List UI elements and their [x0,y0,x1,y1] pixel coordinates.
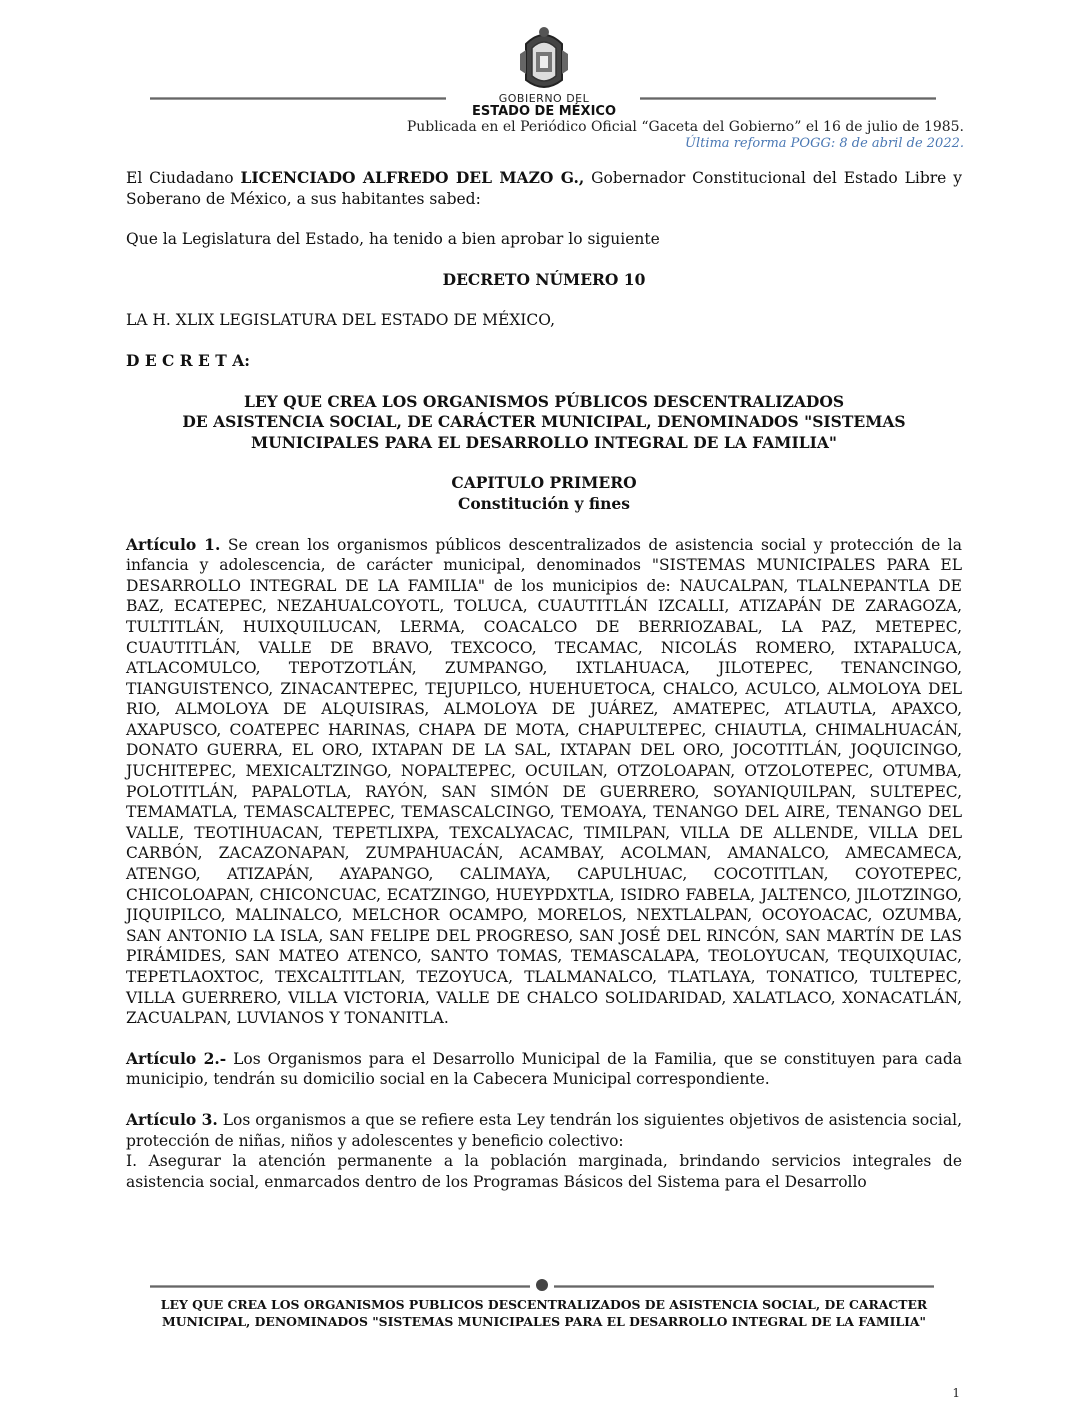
chapter-subtitle: Constitución y fines [457,493,630,513]
page-footer [126,1296,962,1330]
header-rule-left [150,97,446,100]
intro-text-cont: Gobernador Constitucional del Estado Libre y Soberano de México, a sus habitantes sabed: [126,169,963,208]
article-2 [126,1049,962,1090]
article-label: Artículo 3. [126,1109,218,1129]
governor-name: LICENCIADO ALFREDO DEL MAZO G., [240,168,585,187]
page-header [0,0,1088,160]
law-title-line: LEY QUE CREA LOS ORGANISMOS PÚBLICOS DESCENTRALIZADOS [243,391,845,411]
decreta-heading: D E C R E T A: [126,350,250,370]
footer-rule-right [554,1285,934,1288]
article-3-item-1: I. Asegurar la atención permanente a la población marginada, brindando servicios integrales de asistencia social, enmarcados dentro de los Programas Básicos del Sistema para el Desarrollo [126,1152,962,1191]
law-title [126,392,962,454]
footer-line: MUNICIPAL, DENOMINADOS "SISTEMAS MUNICIPALES PARA EL DESARROLLO INTEGRAL DE LA FAMILIA" [162,1314,926,1329]
decree-number: DECRETO NÚMERO 10 [442,269,646,289]
article-text: Los Organismos para el Desarrollo Municipal de la Familia, que se constituyen para cada municipio, tendrán su domicilio social en la Cabecera Municipal correspondiente. [126,1049,963,1089]
article-label: Artículo 2.- [126,1048,227,1068]
document-body [126,168,962,1192]
footer-ornament-icon [536,1279,548,1291]
intro-paragraph [126,168,962,209]
article-3 [126,1110,962,1151]
government-label: GOBIERNO DEL [498,92,590,105]
state-name: ESTADO DE MÉXICO [472,104,616,119]
approval-paragraph: Que la Legislatura del Estado, ha tenido a bien aprobar lo siguiente [126,230,660,249]
article-label: Artículo 1. [126,534,221,554]
article-1 [126,535,962,1029]
chapter-title: CAPITULO PRIMERO [451,473,637,493]
last-reform-note: Última reforma POGG: 8 de abril de 2022. [684,136,964,151]
intro-text: El Ciudadano [126,169,241,187]
footer-line: LEY QUE CREA LOS ORGANISMOS PUBLICOS DESCENTRALIZADOS DE ASISTENCIA SOCIAL, DE CARACTER [160,1297,928,1312]
footer-rule-left [150,1285,530,1288]
page-number: 1 [952,1386,960,1400]
law-title-line: MUNICIPALES PARA EL DESARROLLO INTEGRAL DE LA FAMILIA" [251,432,837,452]
article-text: Se crean los organismos públicos descentralizados de asistencia social y protección de la infancia y adolescencia, de carácter municipal, denominados "SISTEMAS MUNICIPALES PARA EL DESARROLLO INTEGRAL DE LA FAMILIA" de los municipios de: NAUCALPAN, TLALNEPANTLA DE BAZ, ECATEPEC, NEZAHUALCOYOTL, TOLUCA, CUAUTITLÁN IZCALLI, ATIZAPÁN DE ZARAGOZA, TULTITLÁN, HUIXQUILUCAN, LERMA, COACALCO DE BERRIOZABAL, LA PAZ, METEPEC, CUAUTITLÁN, VALLE DE BRAVO, TEXCOCO, TECAMAC, NICOLÁS ROMERO, IXTAPALUCA, ATLACOMULCO, TEPOTZOTLÁN, ZUMPANGO, IXTLAHUACA, JILOTEPEC, TENANCINGO, TIANGUISTENCO, ZINACANTEPEC, TEJUPILCO, HUEHUETOCA, CHALCO, ACULCO, ALMOLOYA DEL RIO, ALMOLOYA DE ALQUISIRAS, ALMOLOYA DE JUÁREZ, AMATEPEC, ATLAUTLA, APAXCO, AXAPUSCO, COATEPEC HARINAS, CHAPA DE MOTA, CHAPULTEPEC, CHIAUTLA, CHIMALHUACÁN, DONATO GUERRA, EL ORO, IXTAPAN DE LA SAL, IXTAPAN DEL ORO, JOCOTITLÁN, JOQUICINGO, JUCHITEPEC, MEXICALTZINGO, NOPALTEPEC, OCUILAN, OTZOLOAPAN, OTZOLOTEPEC, OTUMBA, POLOTITLÁN, PAPALOTLA, RAYÓN, SAN SIMÓN DE GUERRERO, SOYANIQUILPAN, SULTEPEC, TEMAMATLA, TEMASCALTEPEC, TEMASCALCINGO, TEMOAYA, TENANGO DEL AIRE, TENANGO DEL VALLE, TEOTIHUACAN, TEPETLIXPA, TEXCALYACAC, TIMILPAN, VILLA DE ALLENDE, VILLA DEL CARBÓN, ZACAZONAPAN, ZUMPAHUACÁN, ACAMBAY, ACOLMAN, AMANALCO, AMECAMECA, ATENGO, ATIZAPÁN, AYAPANGO, CALIMAYA, CAPULHUAC, COCOTITLAN, COYOTEPEC, CHICOLOAPAN, CHICONCUAC, ECATZINGO, HUEYPDXTLA, ISIDRO FABELA, JALTENCO, JILOTZINGO, JIQUIPILCO, MALINALCO, MELCHOR OCAMPO, MORELOS, NEXTLALPAN, OCOYOACAC, OZUMBA, SAN ANTONIO LA ISLA, SAN FELIPE DEL PROGRESO, SAN JOSÉ DEL RINCÓN, SAN MARTÍN DE LAS PIRÁMIDES, SAN MATEO ATENCO, SANTO TOMAS, TEMASCALAPA, TEOLOYUCAN, TEQUIXQUIAC, TEPETLAOXTOC, TEXCALTITLAN, TEZOYUCA, TLALMANALCO, TLATLAYA, TONATICO, TULTEPEC, VILLA GUERRERO, VILLA VICTORIA, VALLE DE CHALCO SOLIDARIDAD, XALATLACO, XONACATLÁN, ZACUALPAN, LUVIANOS Y TONANITLA. [126,535,962,1028]
article-text: Los organismos a que se refiere esta Ley tendrán los siguientes objetivos de asistencia social, protección de niñas, niños y adolescentes y beneficio colectivo: [126,1110,962,1150]
header-rule-right [640,97,936,100]
legislature-line: LA H. XLIX LEGISLATURA DEL ESTADO DE MÉXICO, [126,311,555,330]
state-seal-icon [516,24,572,94]
publication-note: Publicada en el Periódico Oficial “Gaceta del Gobierno” el 16 de julio de 1985. [406,119,964,135]
law-title-line: DE ASISTENCIA SOCIAL, DE CARÁCTER MUNICIPAL, DENOMINADOS "SISTEMAS [182,412,906,432]
